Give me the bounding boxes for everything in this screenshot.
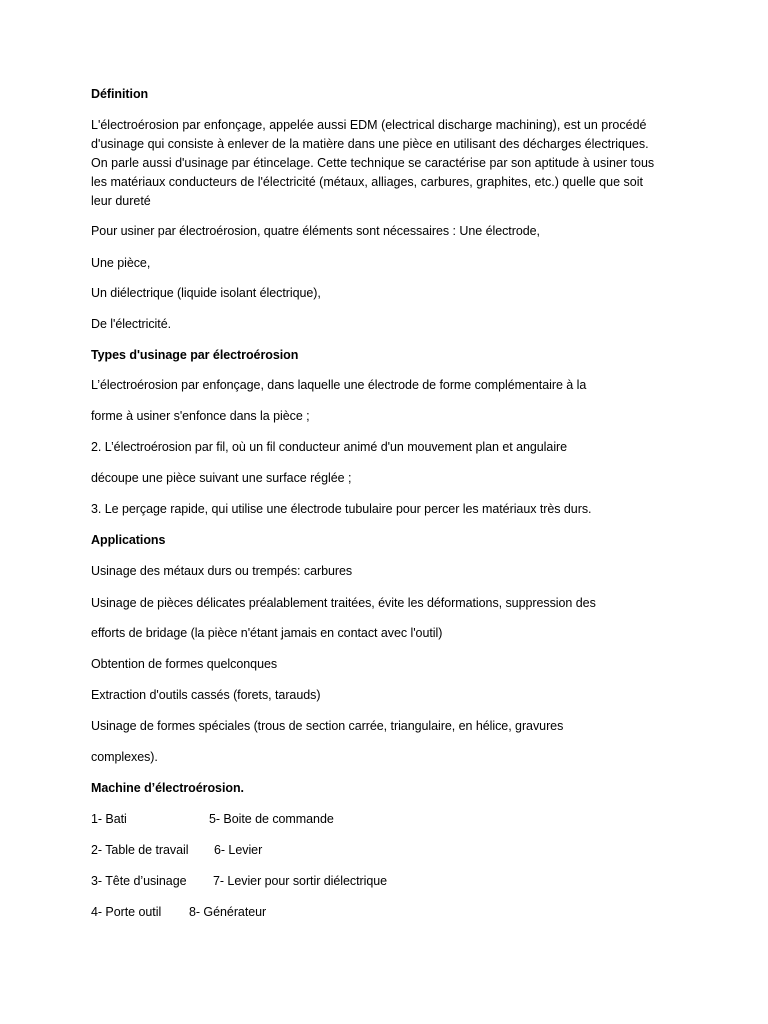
machine-part-left: 3- Tête d’usinage [91,874,187,888]
app2-line2: efforts de bridage (la pièce n'étant jamais en contact avec l'outil) [91,626,443,640]
type1-line1: L’électroérosion par enfonçage, dans laquelle une électrode de forme complémentaire à la [91,378,587,392]
app5-line1: Usinage de formes spéciales (trous de section carrée, triangulaire, en hélice, gravures [91,719,564,733]
heading-machine: Machine d’électroérosion. [91,781,244,795]
heading-definition: Définition [91,87,149,101]
machine-part-right: 7- Levier pour sortir diélectrique [213,874,388,888]
machine-part-right: 6- Levier [214,843,263,857]
app5-line2: complexes). [91,750,158,764]
app4: Extraction d'outils cassés (forets, tarauds) [91,688,321,702]
machine-part-row [91,872,388,891]
machine-part-left: 4- Porte outil [91,905,162,919]
machine-part-right: 8- Générateur [189,905,267,919]
machine-part-row [91,841,263,860]
type2-line2: découpe une pièce suivant une surface réglée ; [91,471,352,485]
app2-line1: Usinage de pièces délicates préalablement traitées, évite les déformations, suppression des [91,596,596,610]
machine-part-left: 1- Bati [91,812,127,826]
definition-line: On parle aussi d'usinage par étincelage. Cette technique se caractérise par son aptitude à usiner tous [91,156,655,170]
machine-part-left: 2- Table de travail [91,843,189,857]
element-electricite: De l'électricité. [91,317,172,331]
machine-part-row [91,903,267,922]
machine-part-right: 5- Boite de commande [209,812,334,826]
type1-line2: forme à usiner s'enfonce dans la pièce ; [91,409,310,423]
elements-intro: Pour usiner par électroérosion, quatre éléments sont nécessaires : Une électrode, [91,224,540,238]
heading-types: Types d'usinage par électroérosion [91,348,299,362]
definition-paragraph [91,116,681,211]
app3: Obtention de formes quelconques [91,657,278,671]
definition-line: leur dureté [91,194,151,208]
type3: 3. Le perçage rapide, qui utilise une électrode tubulaire pour percer les matériaux très durs. [91,502,592,516]
definition-line: L'électroérosion par enfonçage, appelée aussi EDM (electrical discharge machining), est un procédé [91,118,647,132]
element-dielectrique: Un diélectrique (liquide isolant électrique), [91,286,321,300]
definition-line: les matériaux conducteurs de l'électricité (métaux, alliages, carbures, graphites, etc.) quelle que soit [91,175,643,189]
heading-applications: Applications [91,533,166,547]
definition-line: d'usinage qui consiste à enlever de la matière dans une pièce en utilisant des décharges électriques. [91,137,649,151]
machine-part-row [91,810,334,829]
document-page [91,0,691,1024]
app1: Usinage des métaux durs ou trempés: carbures [91,564,353,578]
type2-line1: 2. L’électroérosion par fil, où un fil conducteur animé d'un mouvement plan et angulaire [91,440,568,454]
element-piece: Une pièce, [91,256,151,270]
